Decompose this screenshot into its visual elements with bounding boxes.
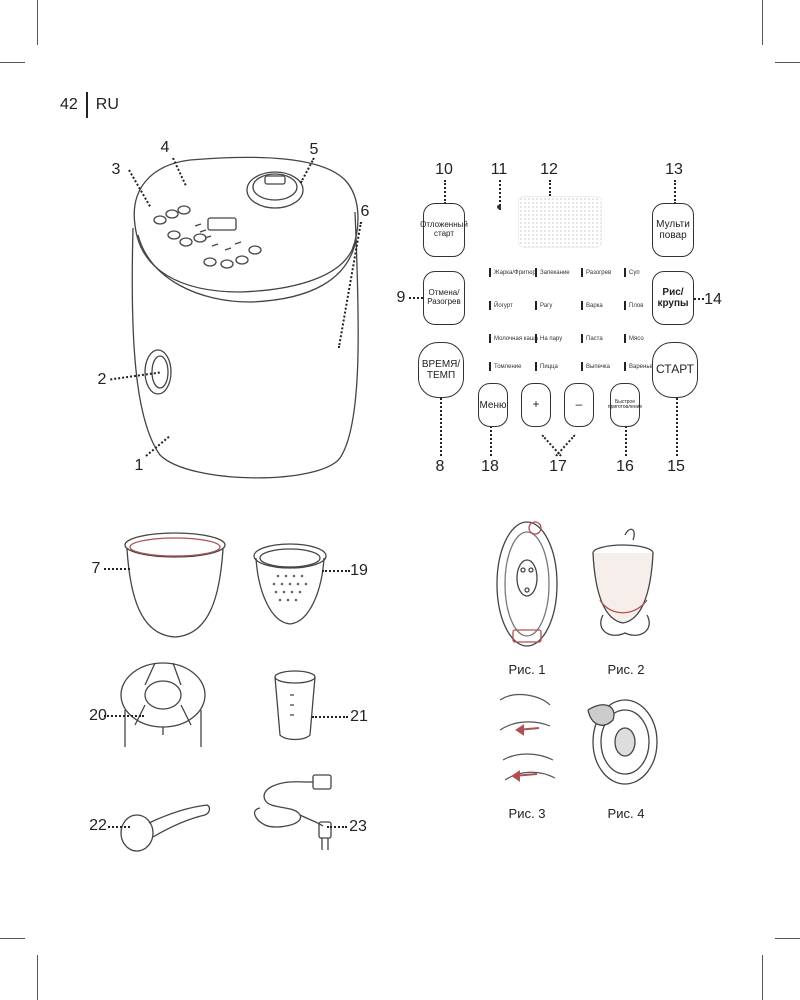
program-label: Рагу xyxy=(535,301,552,310)
label-4: 4 xyxy=(160,139,170,156)
leader-line-19 xyxy=(322,570,350,572)
label-18: 18 xyxy=(481,458,499,475)
figure-3-caption: Рис. 3 xyxy=(508,806,546,821)
program-label: На пару xyxy=(535,334,562,343)
leader-line-22 xyxy=(108,826,130,828)
crop-mark xyxy=(37,955,38,1000)
program-label: Запекание xyxy=(535,268,570,277)
figure-4-caption: Рис. 4 xyxy=(607,806,645,821)
multicook-button[interactable]: Мульти повар xyxy=(652,203,694,257)
minus-button[interactable]: – xyxy=(564,383,594,427)
leader-line-20 xyxy=(104,715,144,717)
label-9: 9 xyxy=(396,289,406,306)
crop-mark xyxy=(762,955,763,1000)
page-header xyxy=(60,92,119,118)
leader-line-9 xyxy=(409,297,423,299)
program-label: Жарка/Фритюр xyxy=(489,268,536,277)
leader-line-12 xyxy=(549,180,551,196)
label-21: 21 xyxy=(350,708,368,725)
figure-3-hand-image xyxy=(495,690,560,785)
leader-line-8 xyxy=(440,398,442,456)
label-5: 5 xyxy=(309,141,319,158)
lcd-display xyxy=(518,196,602,248)
figure-2-bowl-image xyxy=(585,525,665,650)
label-20: 20 xyxy=(89,707,107,724)
leader-line-7 xyxy=(104,568,130,570)
program-label: Выпечка xyxy=(581,362,610,371)
delayed-start-button[interactable]: Отложенный старт xyxy=(423,203,465,257)
menu-button[interactable]: Меню xyxy=(478,383,508,427)
program-label: Томление xyxy=(489,362,522,371)
label-6: 6 xyxy=(360,203,370,220)
rice-grains-button[interactable]: Рис/ крупы xyxy=(652,271,694,325)
language-code: RU xyxy=(95,96,119,113)
time-temp-button[interactable]: ВРЕМЯ/ ТЕМП xyxy=(418,342,464,398)
leader-line-17b xyxy=(542,435,562,457)
steam-rack-icon xyxy=(115,655,215,755)
label-10: 10 xyxy=(435,161,453,178)
figure-4-valve-image xyxy=(583,690,663,790)
program-label: Разогрев xyxy=(581,268,611,277)
quick-cook-button[interactable]: Быстрое приготовление xyxy=(610,383,640,427)
crop-mark xyxy=(37,0,38,45)
program-label: Плов xyxy=(624,301,643,310)
label-7: 7 xyxy=(91,560,101,577)
label-14: 14 xyxy=(704,291,722,308)
crop-mark xyxy=(775,62,800,63)
leader-line-23 xyxy=(327,826,347,828)
label-11: 11 xyxy=(490,161,508,178)
label-19: 19 xyxy=(350,562,368,579)
label-22: 22 xyxy=(89,817,107,834)
leader-line-13 xyxy=(674,180,676,204)
label-1: 1 xyxy=(134,457,144,474)
crop-mark xyxy=(0,938,25,939)
label-16: 16 xyxy=(616,458,634,475)
program-label: Молочная каша xyxy=(489,334,538,343)
label-17: 17 xyxy=(549,458,567,475)
program-label: Йогурт xyxy=(489,301,513,310)
indicator-dot xyxy=(497,205,501,209)
program-label: Паста xyxy=(581,334,603,343)
program-label: Варенье xyxy=(624,362,653,371)
label-13: 13 xyxy=(665,161,683,178)
label-23: 23 xyxy=(349,818,367,835)
label-12: 12 xyxy=(540,161,558,178)
program-label: Мясо xyxy=(624,334,644,343)
program-label: Суп xyxy=(624,268,640,277)
crop-mark xyxy=(762,0,763,45)
label-15: 15 xyxy=(667,458,685,475)
header-divider xyxy=(86,92,88,118)
plus-button[interactable]: + xyxy=(521,383,551,427)
crop-mark xyxy=(775,938,800,939)
cancel-reheat-button[interactable]: Отмена/ Разогрев xyxy=(423,271,465,325)
label-2: 2 xyxy=(97,371,107,388)
page-number: 42 xyxy=(60,96,78,113)
start-button[interactable]: СТАРТ xyxy=(652,342,698,398)
inner-bowl-icon xyxy=(120,525,230,645)
power-cord-icon xyxy=(245,770,345,855)
figure-1-caption: Рис. 1 xyxy=(508,662,546,677)
leader-line-15 xyxy=(676,398,678,456)
figure-1-lid-image xyxy=(495,518,560,653)
crop-mark xyxy=(0,62,25,63)
rice-spoon-icon xyxy=(115,795,215,855)
measuring-cup-icon xyxy=(270,665,320,745)
label-8: 8 xyxy=(435,458,445,475)
program-label: Варка xyxy=(581,301,603,310)
steam-basket-icon xyxy=(250,540,330,630)
program-label: Пицца xyxy=(535,362,558,371)
leader-line-10 xyxy=(444,180,446,204)
figure-2-caption: Рис. 2 xyxy=(607,662,645,677)
label-3: 3 xyxy=(111,161,121,178)
leader-line-21 xyxy=(312,716,348,718)
